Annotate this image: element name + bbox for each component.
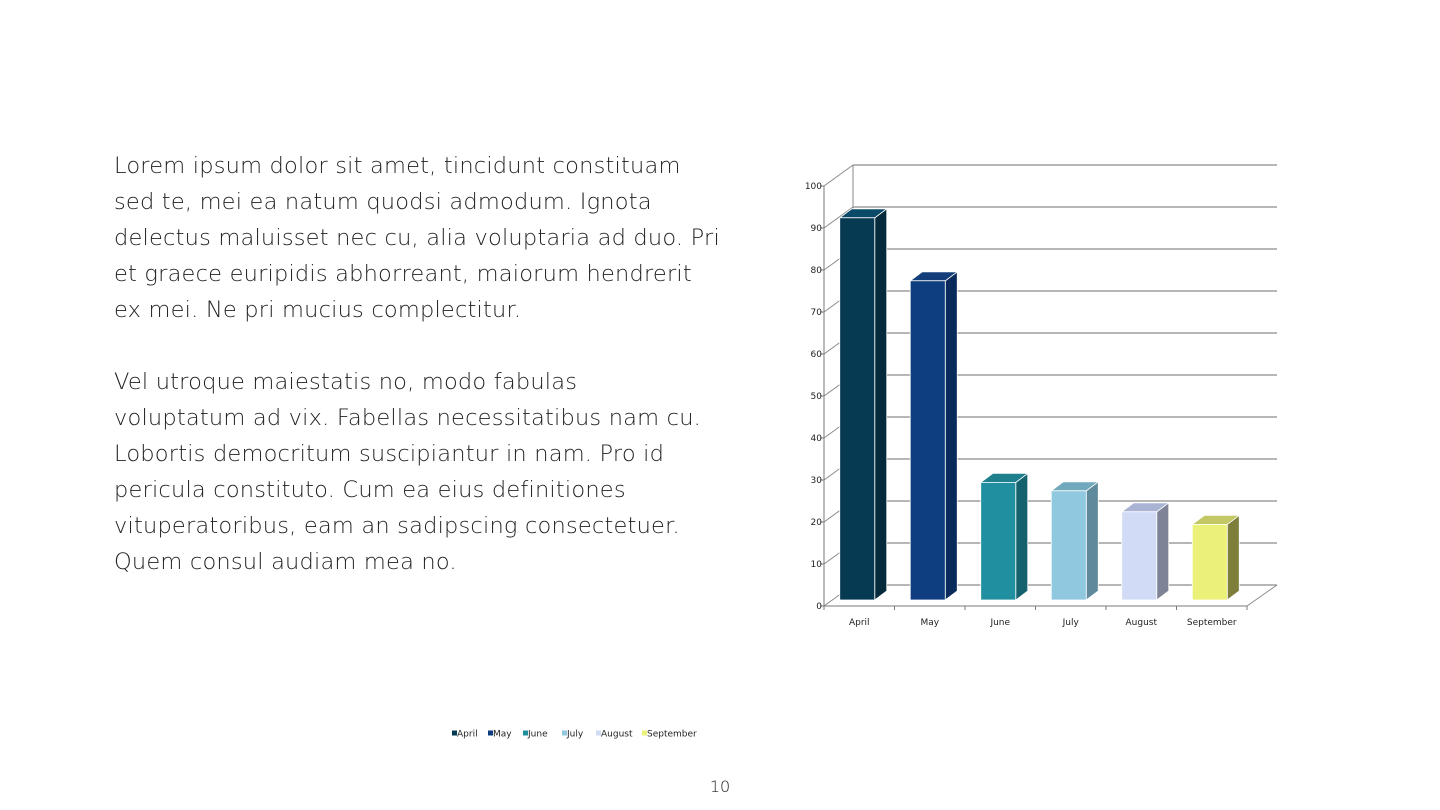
legend-item: [562, 730, 584, 740]
y-tick-label: 70: [810, 308, 822, 318]
legend-item: [642, 730, 697, 740]
bar-side: [1016, 473, 1028, 600]
bar-front: [1192, 524, 1227, 600]
x-tick-label: June: [990, 618, 1011, 628]
x-tick-label: August: [1125, 618, 1157, 628]
paragraph-1: Lorem ipsum dolor sit amet, tincidunt constituam sed te, mei ea natum quodsi admodum. Ignota delectus maluisset nec cu, alia voluptaria ad duo. Pri et graece euripidis abhorreant, maiorum hendrerit ex mei. Ne pri mucius complectitur.: [114, 153, 720, 323]
y-tick-label: 0: [816, 602, 822, 612]
legend-label: April: [457, 729, 478, 740]
legend-label: June: [528, 729, 548, 740]
y-tick-label: 90: [810, 224, 822, 234]
legend-item: [452, 730, 478, 740]
y-tick-label: 10: [810, 560, 822, 570]
bar-may: [910, 272, 957, 600]
bar-side: [1157, 503, 1169, 600]
gridline-diagonal: [824, 165, 853, 186]
bar-side: [875, 209, 887, 600]
y-tick-label: 40: [810, 434, 822, 444]
y-tick-label: 60: [810, 350, 822, 360]
x-tick-label: September: [1186, 618, 1237, 628]
bar-front: [910, 281, 945, 600]
bar-april: [840, 209, 887, 600]
y-tick-label: 30: [810, 476, 822, 486]
chart-legend: [452, 730, 697, 740]
bar-front: [1122, 512, 1157, 600]
bar-side: [945, 272, 957, 600]
legend-item: [488, 730, 512, 740]
x-tick-label: April: [848, 618, 870, 628]
y-tick-label: 50: [810, 392, 822, 402]
y-tick-label: 80: [810, 266, 822, 276]
x-tick-label: May: [920, 618, 940, 628]
page-number: 10: [709, 777, 731, 796]
legend-label: September: [647, 729, 697, 740]
y-tick-label: 20: [810, 518, 822, 528]
bar-side: [1227, 515, 1239, 600]
legend-label: May: [493, 729, 512, 740]
bar-june: [981, 473, 1028, 600]
chart-bars: [840, 209, 1240, 600]
x-tick-label: July: [1062, 618, 1079, 628]
floor-right-edge: [1247, 585, 1277, 606]
legend-label: August: [601, 729, 633, 740]
y-tick-label: 100: [804, 182, 822, 192]
bar-front: [840, 218, 875, 600]
bar-front: [1051, 491, 1086, 600]
bar-front: [981, 482, 1016, 600]
legend-item: [596, 730, 633, 740]
bar-august: [1122, 503, 1169, 600]
bar-side: [1086, 482, 1098, 600]
legend-item: [523, 730, 548, 740]
bar-september: [1192, 515, 1239, 600]
legend-label: July: [567, 729, 584, 740]
paragraph-2: Vel utroque maiestatis no, modo fabulas voluptatum ad vix. Fabellas necessitatibus nam cu. Lobortis democritum suscipiantur in nam. Pro id pericula constituto. Cum ea eius definitiones vituperatoribus, eam an sadipscing consectetuer. Quem consul audiam mea no.: [114, 369, 702, 575]
bar-july: [1051, 482, 1098, 600]
